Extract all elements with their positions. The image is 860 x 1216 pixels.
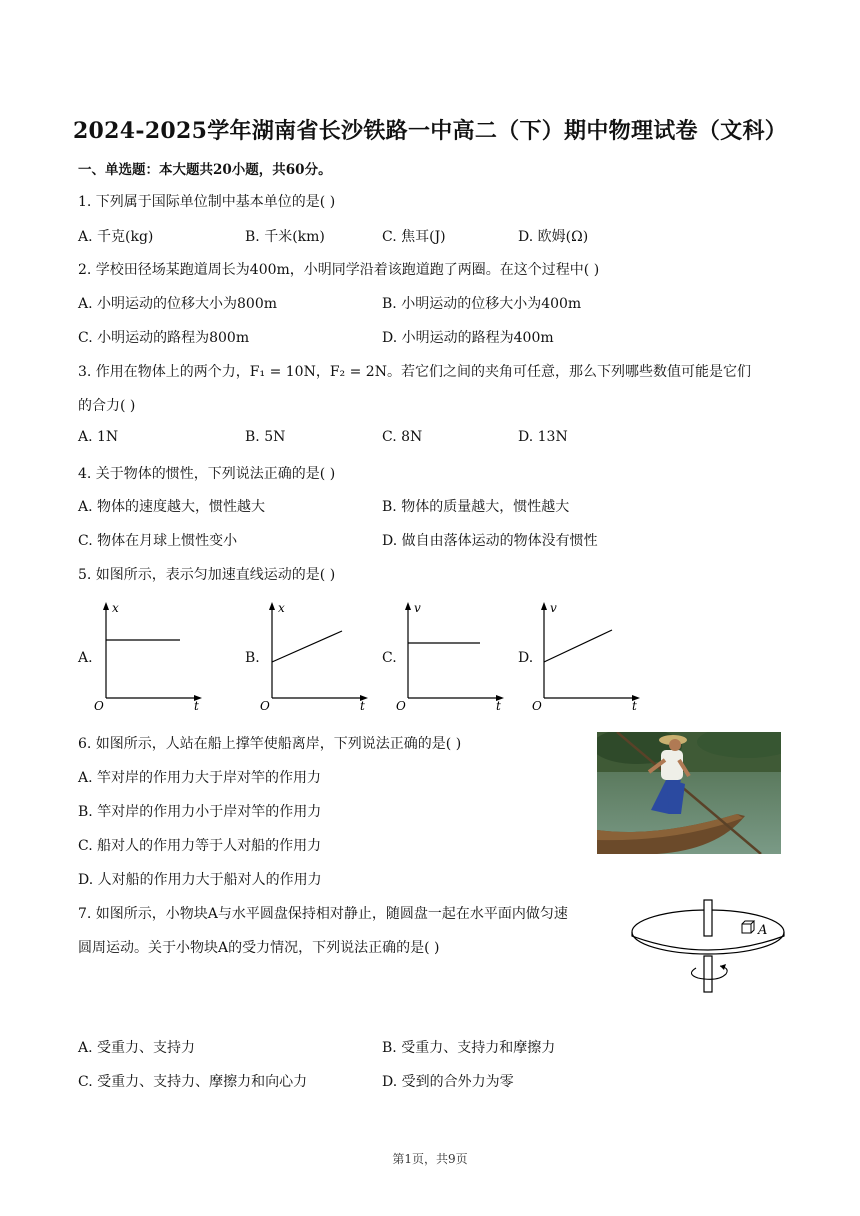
graph-b (260, 600, 375, 712)
question-7-stem-line1: 7. 如图所示，小物块A与水平圆盘保持相对静止，随圆盘一起在水平面内做匀速 (78, 906, 568, 922)
graph-a-y-label: x (112, 601, 119, 615)
q7-option-d[interactable]: D. 受到的合外力为零 (382, 1074, 514, 1090)
q5-option-a[interactable]: A. (78, 650, 93, 666)
figure-label-a: A (758, 923, 768, 938)
q3-option-d[interactable]: D. 13N (518, 429, 568, 445)
q6-option-a[interactable]: A. 竿对岸的作用力大于岸对竿的作用力 (78, 770, 322, 786)
section-heading: 一、单选题：本大题共20小题，共60分。 (78, 162, 332, 178)
question-5-stem: 5. 如图所示，表示匀加速直线运动的是( ) (78, 567, 336, 583)
graph-c-y-label: v (414, 601, 421, 615)
q3-option-c[interactable]: C. 8N (382, 429, 423, 445)
graph-d-y-label: v (550, 601, 557, 615)
question-1-stem: 1. 下列属于国际单位制中基本单位的是( ) (78, 194, 336, 210)
page-footer: 第1页，共9页 (392, 1152, 468, 1166)
graph-c-x-label: t (496, 699, 501, 712)
q4-option-c[interactable]: C. 物体在月球上惯性变小 (78, 533, 238, 549)
q2-option-b[interactable]: B. 小明运动的位移大小为400m (382, 296, 582, 312)
q7-option-b[interactable]: B. 受重力、支持力和摩擦力 (382, 1040, 556, 1056)
rotating-disk-figure (628, 898, 788, 998)
graph-c (396, 600, 511, 712)
q4-option-d[interactable]: D. 做自由落体运动的物体没有惯性 (382, 533, 598, 549)
question-3-stem-line2: 的合力( ) (78, 398, 136, 414)
graph-b-origin: O (260, 699, 270, 712)
q6-option-b[interactable]: B. 竿对岸的作用力小于岸对竿的作用力 (78, 804, 322, 820)
q6-option-c[interactable]: C. 船对人的作用力等于人对船的作用力 (78, 838, 322, 854)
question-4-stem: 4. 关于物体的惯性，下列说法正确的是( ) (78, 466, 336, 482)
q1-option-b[interactable]: B. 千米(km) (245, 229, 325, 245)
graph-b-x-label: t (360, 699, 365, 712)
q5-option-b[interactable]: B. (245, 650, 260, 666)
q1-option-c[interactable]: C. 焦耳(J) (382, 229, 446, 245)
graph-d-origin: O (532, 699, 542, 712)
boat-photo (597, 732, 781, 854)
graph-d (532, 600, 647, 712)
q2-option-a[interactable]: A. 小明运动的位移大小为800m (78, 296, 278, 312)
q4-option-b[interactable]: B. 物体的质量越大，惯性越大 (382, 499, 570, 515)
graph-b-y-label: x (278, 601, 285, 615)
q4-option-a[interactable]: A. 物体的速度越大，惯性越大 (78, 499, 266, 515)
question-2-stem: 2. 学校田径场某跑道周长为400m，小明同学沿着该跑道跑了两圈。在这个过程中( ) (78, 262, 600, 278)
graph-a-x-label: t (194, 699, 199, 712)
graph-a (94, 600, 204, 712)
question-7-stem-line2: 圆周运动。关于小物块A的受力情况，下列说法正确的是( ) (78, 940, 440, 956)
q3-option-a[interactable]: A. 1N (78, 429, 119, 445)
q6-option-d[interactable]: D. 人对船的作用力大于船对人的作用力 (78, 872, 322, 888)
question-3-stem-line1: 3. 作用在物体上的两个力，F₁ = 10N，F₂ = 2N。若它们之间的夹角可任意，那么下列哪些数值可能是它们 (78, 364, 751, 380)
q7-option-a[interactable]: A. 受重力、支持力 (78, 1040, 196, 1056)
q7-option-c[interactable]: C. 受重力、支持力、摩擦力和向心力 (78, 1074, 308, 1090)
q5-option-c[interactable]: C. (382, 650, 397, 666)
q5-option-d[interactable]: D. (518, 650, 534, 666)
graph-d-x-label: t (632, 699, 637, 712)
graph-a-origin: O (94, 699, 104, 712)
question-6-stem: 6. 如图所示，人站在船上撑竿使船离岸，下列说法正确的是( ) (78, 736, 462, 752)
q1-option-a[interactable]: A. 千克(kg) (78, 229, 154, 245)
q2-option-d[interactable]: D. 小明运动的路程为400m (382, 330, 554, 346)
exam-title: 2024-2025学年湖南省长沙铁路一中高二（下）期中物理试卷（文科） (72, 118, 788, 144)
graph-c-origin: O (396, 699, 406, 712)
q3-option-b[interactable]: B. 5N (245, 429, 286, 445)
q2-option-c[interactable]: C. 小明运动的路程为800m (78, 330, 250, 346)
q1-option-d[interactable]: D. 欧姆(Ω) (518, 229, 589, 245)
